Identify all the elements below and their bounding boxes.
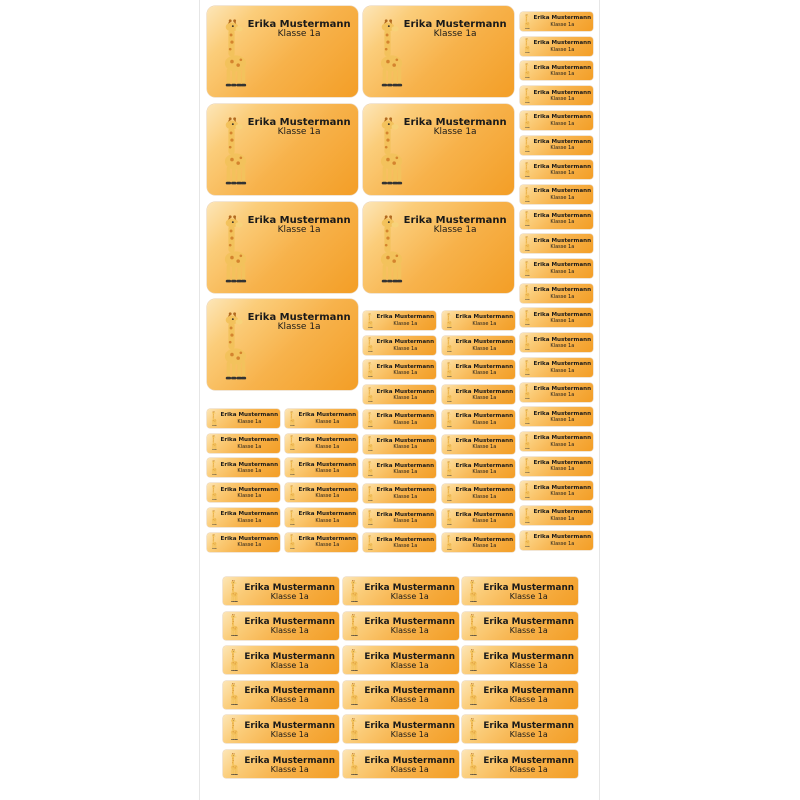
label-class-text: Klasse 1a [393, 493, 418, 500]
small-name-label [520, 160, 593, 179]
medium-name-label [223, 750, 339, 778]
small-name-label [520, 37, 593, 56]
label-class-text: Klasse 1a [550, 95, 575, 102]
label-class-text: Klasse 1a [237, 418, 262, 425]
label-name-text: Erika Mustermann [533, 188, 592, 195]
label-class-text: Klasse 1a [509, 695, 548, 705]
label-class-text: Klasse 1a [393, 370, 418, 377]
label-name-text: Erika Mustermann [364, 582, 455, 593]
label-class-text: Klasse 1a [270, 660, 309, 670]
label-class-text: Klasse 1a [390, 626, 429, 636]
medium-name-label [343, 715, 459, 743]
label-class-text: Klasse 1a [315, 542, 340, 549]
label-name-text: Erika Mustermann [220, 461, 279, 468]
medium-name-label [343, 681, 459, 709]
label-name-text: Erika Mustermann [376, 413, 435, 420]
medium-name-label [223, 681, 339, 709]
small-name-label [520, 111, 593, 130]
small-name-label [520, 185, 593, 204]
label-name-text: Erika Mustermann [533, 509, 592, 516]
label-class-text: Klasse 1a [509, 591, 548, 601]
label-class-text: Klasse 1a [237, 517, 262, 524]
label-name-text: Erika Mustermann [364, 686, 455, 697]
small-name-label [363, 435, 436, 454]
label-name-text: Erika Mustermann [376, 487, 435, 494]
small-name-label [442, 385, 515, 404]
small-name-label [363, 336, 436, 355]
label-class-text: Klasse 1a [393, 419, 418, 426]
label-class-text: Klasse 1a [393, 444, 418, 451]
label-class-text: Klasse 1a [509, 729, 548, 739]
label-name-text: Erika Mustermann [533, 213, 592, 219]
small-name-label [207, 483, 280, 502]
medium-name-label [343, 750, 459, 778]
label-class-text: Klasse 1a [472, 543, 497, 550]
medium-name-label [343, 646, 459, 674]
medium-name-label [223, 612, 339, 640]
small-name-label [520, 383, 593, 402]
label-class-text: Klasse 1a [550, 491, 575, 498]
label-name-text: Erika Mustermann [298, 486, 357, 493]
small-name-label [285, 533, 358, 552]
label-name-text: Erika Mustermann [220, 437, 279, 444]
small-name-label [520, 531, 593, 550]
label-class-text: Klasse 1a [390, 660, 429, 670]
label-name-text: Erika Mustermann [220, 486, 279, 493]
label-name-text: Erika Mustermann [455, 388, 514, 395]
label-name-text: Erika Mustermann [247, 214, 351, 226]
label-class-text: Klasse 1a [550, 540, 575, 547]
small-name-label [520, 136, 593, 155]
label-class-text: Klasse 1a [315, 418, 340, 425]
label-class-text: Klasse 1a [509, 764, 548, 774]
label-class-text: Klasse 1a [550, 170, 575, 177]
label-name-text: Erika Mustermann [364, 720, 455, 731]
large-name-label [363, 6, 514, 97]
small-name-label [363, 509, 436, 528]
label-class-text: Klasse 1a [315, 468, 340, 475]
small-name-label [520, 259, 593, 278]
label-name-text: Erika Mustermann [244, 720, 335, 731]
label-name-text: Erika Mustermann [244, 755, 335, 766]
label-class-text: Klasse 1a [393, 518, 418, 525]
label-name-text: Erika Mustermann [455, 363, 514, 370]
label-class-text: Klasse 1a [270, 695, 309, 705]
label-class-text: Klasse 1a [393, 469, 418, 476]
medium-name-label [462, 681, 578, 709]
label-class-text: Klasse 1a [550, 219, 575, 226]
label-name-text: Erika Mustermann [298, 412, 357, 419]
large-name-label [207, 6, 358, 97]
label-class-text: Klasse 1a [393, 320, 418, 327]
medium-name-label [462, 715, 578, 743]
label-name-text: Erika Mustermann [533, 40, 592, 47]
label-name-text: Erika Mustermann [364, 755, 455, 766]
small-name-label [285, 458, 358, 477]
label-class-text: Klasse 1a [550, 46, 575, 53]
label-name-text: Erika Mustermann [403, 18, 507, 30]
small-name-label [442, 484, 515, 503]
small-name-label [363, 484, 436, 503]
label-name-text: Erika Mustermann [533, 460, 592, 466]
small-name-label [520, 86, 593, 105]
small-name-label [363, 360, 436, 379]
label-name-text: Erika Mustermann [298, 511, 357, 518]
label-class-text: Klasse 1a [315, 492, 340, 499]
medium-name-label [343, 577, 459, 605]
label-name-text: Erika Mustermann [376, 462, 435, 469]
label-class-text: Klasse 1a [550, 466, 575, 473]
label-name-text: Erika Mustermann [533, 163, 592, 170]
small-name-label [442, 435, 515, 454]
small-name-label [285, 508, 358, 527]
label-class-text: Klasse 1a [550, 194, 575, 201]
medium-name-label [223, 577, 339, 605]
label-class-text: Klasse 1a [390, 591, 429, 601]
label-name-text: Erika Mustermann [298, 535, 357, 542]
label-class-text: Klasse 1a [433, 28, 477, 39]
small-name-label [442, 509, 515, 528]
label-class-text: Klasse 1a [550, 268, 575, 275]
large-name-label [207, 299, 358, 390]
small-name-label [207, 533, 280, 552]
label-class-text: Klasse 1a [433, 126, 477, 137]
small-name-label [285, 434, 358, 453]
label-name-text: Erika Mustermann [298, 437, 357, 444]
label-class-text: Klasse 1a [550, 293, 575, 300]
medium-name-label [462, 577, 578, 605]
label-name-text: Erika Mustermann [244, 617, 335, 628]
label-name-text: Erika Mustermann [244, 686, 335, 697]
label-name-text: Erika Mustermann [244, 582, 335, 593]
label-name-text: Erika Mustermann [376, 437, 435, 444]
label-class-text: Klasse 1a [550, 145, 575, 152]
medium-name-label [343, 612, 459, 640]
label-name-text: Erika Mustermann [483, 617, 574, 628]
large-name-label [363, 104, 514, 195]
label-name-text: Erika Mustermann [455, 314, 514, 321]
label-name-text: Erika Mustermann [533, 534, 592, 541]
label-class-text: Klasse 1a [550, 120, 575, 127]
label-name-text: Erika Mustermann [403, 116, 507, 128]
label-name-text: Erika Mustermann [533, 15, 592, 22]
label-name-text: Erika Mustermann [455, 536, 514, 543]
label-class-text: Klasse 1a [270, 729, 309, 739]
label-name-text: Erika Mustermann [455, 462, 514, 469]
label-name-text: Erika Mustermann [533, 138, 592, 145]
label-class-text: Klasse 1a [393, 345, 418, 352]
label-class-text: Klasse 1a [472, 370, 497, 377]
small-name-label [363, 533, 436, 552]
small-name-label [442, 360, 515, 379]
large-name-label [207, 202, 358, 293]
label-name-text: Erika Mustermann [533, 64, 592, 71]
label-name-text: Erika Mustermann [483, 582, 574, 593]
label-name-text: Erika Mustermann [483, 651, 574, 662]
label-name-text: Erika Mustermann [247, 311, 351, 323]
label-class-text: Klasse 1a [277, 126, 321, 137]
label-class-text: Klasse 1a [277, 28, 321, 39]
label-name-text: Erika Mustermann [533, 237, 592, 244]
small-name-label [363, 459, 436, 478]
label-class-text: Klasse 1a [509, 660, 548, 670]
small-name-label [520, 308, 593, 327]
label-name-text: Erika Mustermann [533, 484, 592, 491]
small-name-label [442, 533, 515, 552]
label-name-text: Erika Mustermann [376, 388, 435, 395]
large-name-label [363, 202, 514, 293]
small-name-label [207, 409, 280, 428]
label-class-text: Klasse 1a [550, 318, 575, 325]
small-name-label [285, 409, 358, 428]
label-class-text: Klasse 1a [237, 468, 262, 475]
small-name-label [285, 483, 358, 502]
large-name-label [207, 104, 358, 195]
label-name-text: Erika Mustermann [364, 617, 455, 628]
label-name-text: Erika Mustermann [376, 314, 435, 321]
medium-name-label [223, 646, 339, 674]
label-name-text: Erika Mustermann [403, 214, 507, 226]
label-name-text: Erika Mustermann [247, 116, 351, 128]
small-name-label [520, 506, 593, 525]
medium-name-label [462, 750, 578, 778]
label-name-text: Erika Mustermann [533, 114, 592, 121]
label-class-text: Klasse 1a [550, 367, 575, 374]
label-class-text: Klasse 1a [472, 320, 497, 327]
label-class-text: Klasse 1a [315, 443, 340, 450]
small-name-label [363, 410, 436, 429]
label-name-text: Erika Mustermann [364, 651, 455, 662]
small-name-label [442, 336, 515, 355]
label-name-text: Erika Mustermann [220, 535, 279, 542]
label-name-text: Erika Mustermann [247, 18, 351, 30]
label-name-text: Erika Mustermann [376, 536, 435, 543]
medium-name-label [462, 612, 578, 640]
label-name-text: Erika Mustermann [455, 512, 514, 518]
small-name-label [520, 61, 593, 80]
label-class-text: Klasse 1a [237, 542, 262, 549]
small-name-label [520, 234, 593, 253]
label-name-text: Erika Mustermann [298, 461, 357, 468]
label-name-text: Erika Mustermann [244, 651, 335, 662]
label-name-text: Erika Mustermann [455, 339, 514, 346]
small-name-label [520, 432, 593, 451]
medium-name-label [462, 646, 578, 674]
label-class-text: Klasse 1a [390, 695, 429, 705]
label-class-text: Klasse 1a [472, 394, 497, 401]
label-sheet [199, 0, 600, 800]
label-class-text: Klasse 1a [550, 71, 575, 78]
small-name-label [520, 457, 593, 476]
label-class-text: Klasse 1a [550, 342, 575, 349]
label-class-text: Klasse 1a [472, 345, 497, 352]
label-name-text: Erika Mustermann [455, 437, 514, 444]
small-name-label [207, 458, 280, 477]
label-name-text: Erika Mustermann [220, 511, 279, 518]
label-name-text: Erika Mustermann [483, 755, 574, 766]
small-name-label [442, 410, 515, 429]
small-name-label [442, 311, 515, 330]
label-class-text: Klasse 1a [390, 729, 429, 739]
label-name-text: Erika Mustermann [533, 262, 592, 269]
label-name-text: Erika Mustermann [533, 89, 592, 96]
small-name-label [520, 210, 593, 229]
small-name-label [207, 508, 280, 527]
label-name-text: Erika Mustermann [533, 410, 592, 417]
label-class-text: Klasse 1a [237, 492, 262, 499]
label-class-text: Klasse 1a [472, 444, 497, 451]
label-name-text: Erika Mustermann [533, 336, 592, 343]
label-class-text: Klasse 1a [393, 394, 418, 401]
label-name-text: Erika Mustermann [455, 487, 514, 494]
label-name-text: Erika Mustermann [533, 287, 592, 294]
label-name-text: Erika Mustermann [376, 512, 435, 518]
label-class-text: Klasse 1a [550, 392, 575, 399]
label-name-text: Erika Mustermann [455, 413, 514, 420]
label-name-text: Erika Mustermann [533, 361, 592, 368]
label-name-text: Erika Mustermann [533, 311, 592, 318]
label-class-text: Klasse 1a [550, 441, 575, 448]
label-class-text: Klasse 1a [550, 417, 575, 424]
small-name-label [207, 434, 280, 453]
label-class-text: Klasse 1a [472, 518, 497, 525]
label-class-text: Klasse 1a [270, 764, 309, 774]
label-name-text: Erika Mustermann [533, 435, 592, 442]
label-class-text: Klasse 1a [270, 626, 309, 636]
label-class-text: Klasse 1a [237, 443, 262, 450]
label-class-text: Klasse 1a [550, 244, 575, 251]
label-class-text: Klasse 1a [550, 515, 575, 522]
medium-name-label [223, 715, 339, 743]
small-name-label [363, 385, 436, 404]
small-name-label [520, 407, 593, 426]
label-name-text: Erika Mustermann [483, 720, 574, 731]
label-class-text: Klasse 1a [433, 224, 477, 235]
label-class-text: Klasse 1a [390, 764, 429, 774]
small-name-label [442, 459, 515, 478]
label-class-text: Klasse 1a [472, 493, 497, 500]
label-class-text: Klasse 1a [472, 419, 497, 426]
label-name-text: Erika Mustermann [220, 412, 279, 419]
small-name-label [520, 333, 593, 352]
label-class-text: Klasse 1a [509, 626, 548, 636]
label-class-text: Klasse 1a [472, 469, 497, 476]
label-class-text: Klasse 1a [393, 543, 418, 550]
small-name-label [363, 311, 436, 330]
small-name-label [520, 12, 593, 31]
label-name-text: Erika Mustermann [533, 385, 592, 392]
small-name-label [520, 358, 593, 377]
label-class-text: Klasse 1a [550, 21, 575, 28]
label-class-text: Klasse 1a [270, 591, 309, 601]
label-name-text: Erika Mustermann [483, 686, 574, 697]
label-class-text: Klasse 1a [277, 321, 321, 332]
label-class-text: Klasse 1a [315, 517, 340, 524]
small-name-label [520, 481, 593, 500]
label-class-text: Klasse 1a [277, 224, 321, 235]
label-name-text: Erika Mustermann [376, 339, 435, 346]
label-name-text: Erika Mustermann [376, 363, 435, 370]
small-name-label [520, 284, 593, 303]
